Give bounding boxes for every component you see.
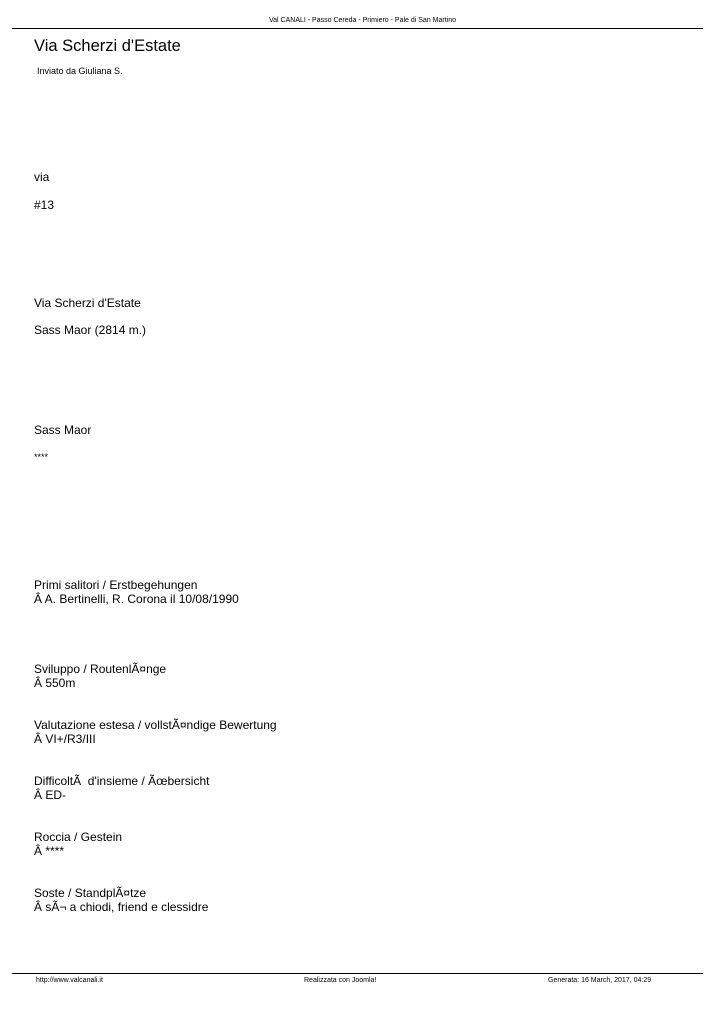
peak-name: Sass Maor (2814 m.) <box>34 323 147 337</box>
rating-stars: **** <box>34 452 49 462</box>
detail-value-rock: Â **** <box>34 844 65 858</box>
detail-label-first-ascent: Primi salitori / Erstbegehungen <box>34 578 198 592</box>
detail-label-belays: Soste / StandplÃ¤tze <box>34 886 147 900</box>
footer-url-link[interactable]: http://www.valcanali.it <box>36 977 103 984</box>
article-author: Inviato da Giuliana S. <box>37 66 123 76</box>
detail-value-length: Â 550m <box>34 676 76 690</box>
article-title: Via Scherzi d'Estate <box>34 37 181 55</box>
detail-label-overall-difficulty: DifficoltÃ d'insieme / Ãœbersicht <box>34 774 210 788</box>
header-rule <box>12 28 703 29</box>
footer-rule <box>12 973 703 974</box>
detail-label-length: Sviluppo / RoutenlÃ¤nge <box>34 662 167 676</box>
detail-value-belays: Â sÃ¬ a chiodi, friend e clessidre <box>34 900 209 914</box>
page-header: Val CANALI - Passo Cereda - Primiero - Pale di San Martino <box>269 17 456 24</box>
route-number: #13 <box>34 198 55 212</box>
footer-generated-date: Generata: 16 March, 2017, 04:29 <box>548 977 652 984</box>
route-name: Via Scherzi d'Estate <box>34 296 141 310</box>
detail-label-rock: Roccia / Gestein <box>34 830 123 844</box>
type-label: via <box>34 170 50 184</box>
detail-label-grade: Valutazione estesa / vollstÃ¤ndige Bewertung <box>34 718 277 732</box>
detail-value-first-ascent: Â A. Bertinelli, R. Corona il 10/08/1990 <box>34 592 239 606</box>
footer-credit: Realizzata con Joomla! <box>304 977 377 984</box>
detail-value-overall-difficulty: Â ED- <box>34 788 67 802</box>
group-name: Sass Maor <box>34 423 92 437</box>
detail-value-grade: Â VI+/R3/III <box>34 732 96 746</box>
